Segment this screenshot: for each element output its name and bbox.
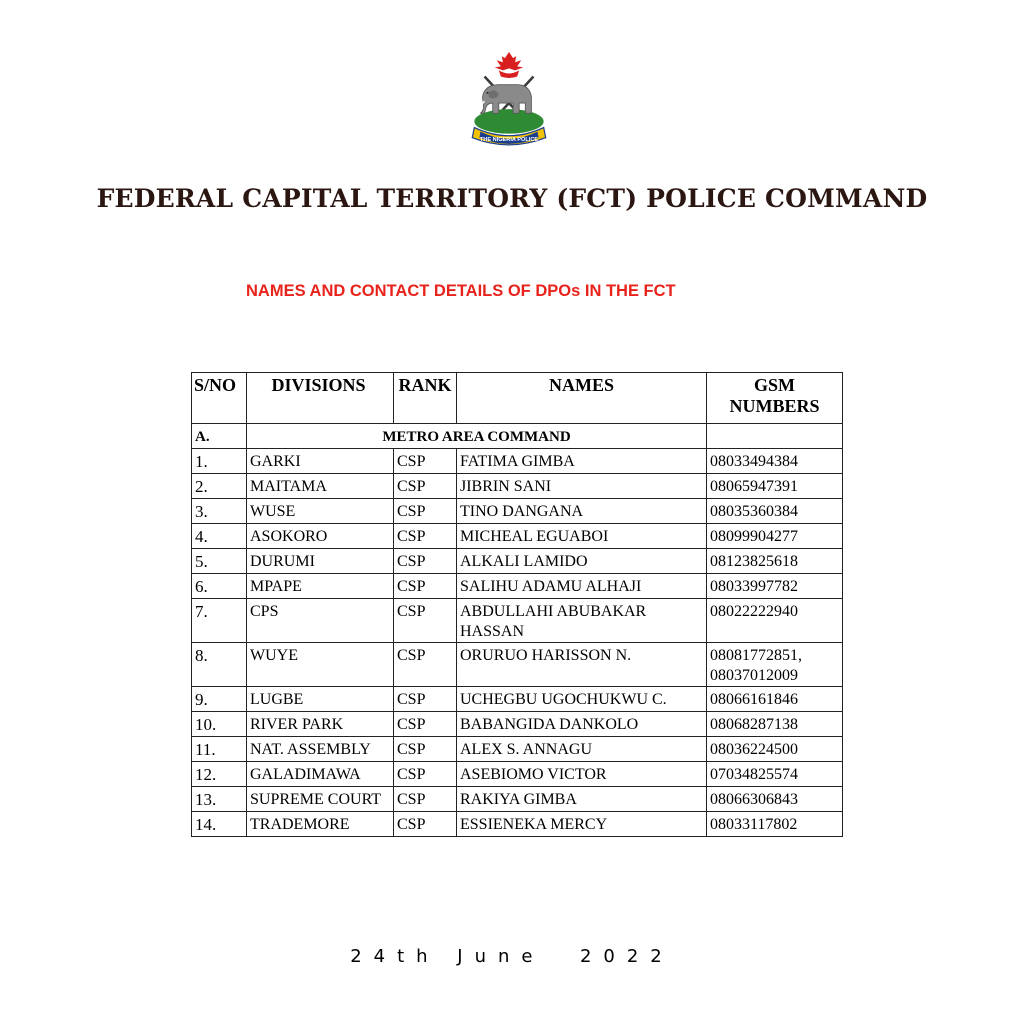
row-division: WUSE xyxy=(247,499,394,524)
row-rank: CSP xyxy=(394,574,457,599)
section-row xyxy=(192,424,843,449)
table-row xyxy=(192,449,843,474)
table-row xyxy=(192,712,843,737)
row-sno: 9. xyxy=(192,687,247,712)
row-gsm: 08066306843 xyxy=(707,787,843,812)
table-row xyxy=(192,762,843,787)
row-gsm: 07034825574 xyxy=(707,762,843,787)
row-gsm: 08123825618 xyxy=(707,549,843,574)
table-row xyxy=(192,549,843,574)
table-row xyxy=(192,687,843,712)
row-gsm: 08099904277 xyxy=(707,524,843,549)
row-name: JIBRIN SANI xyxy=(457,474,707,499)
row-sno: 6. xyxy=(192,574,247,599)
row-division: SUPREME COURT xyxy=(247,787,394,812)
row-division: RIVER PARK xyxy=(247,712,394,737)
row-name: ORURUO HARISSON N. xyxy=(457,643,707,687)
table-row xyxy=(192,599,843,643)
section-name: METRO AREA COMMAND xyxy=(247,424,707,449)
row-gsm: 08066161846 xyxy=(707,687,843,712)
row-name: ABDULLAHI ABUBAKAR HASSAN xyxy=(457,599,707,643)
row-division: CPS xyxy=(247,599,394,643)
row-name: SALIHU ADAMU ALHAJI xyxy=(457,574,707,599)
page-title: FEDERAL CAPITAL TERRITORY (FCT) POLICE COMMAND xyxy=(96,184,928,213)
row-rank: CSP xyxy=(394,812,457,837)
row-name: MICHEAL EGUABOI xyxy=(457,524,707,549)
row-rank: CSP xyxy=(394,762,457,787)
table-row xyxy=(192,787,843,812)
row-name: ALKALI LAMIDO xyxy=(457,549,707,574)
header-gsm-numbers: GSM NUMBERS xyxy=(707,373,843,424)
row-name: FATIMA GIMBA xyxy=(457,449,707,474)
row-division: MPAPE xyxy=(247,574,394,599)
nigeria-police-logo xyxy=(458,50,560,152)
table-row xyxy=(192,524,843,549)
table-row xyxy=(192,812,843,837)
row-rank: CSP xyxy=(394,474,457,499)
row-gsm: 08035360384 xyxy=(707,499,843,524)
row-gsm: 08033117802 xyxy=(707,812,843,837)
row-rank: CSP xyxy=(394,549,457,574)
row-rank: CSP xyxy=(394,787,457,812)
row-name: UCHEGBU UGOCHUKWU C. xyxy=(457,687,707,712)
row-sno: 3. xyxy=(192,499,247,524)
row-division: ASOKORO xyxy=(247,524,394,549)
row-sno: 14. xyxy=(192,812,247,837)
logo-ribbon-text: THE NIGERIA POLICE xyxy=(479,136,539,143)
header-rank: RANK xyxy=(394,373,457,424)
row-sno: 5. xyxy=(192,549,247,574)
row-rank: CSP xyxy=(394,737,457,762)
table-header-row xyxy=(192,373,843,424)
row-rank: CSP xyxy=(394,643,457,687)
row-division: GALADIMAWA xyxy=(247,762,394,787)
row-sno: 8. xyxy=(192,643,247,687)
row-rank: CSP xyxy=(394,687,457,712)
row-sno: 1. xyxy=(192,449,247,474)
row-gsm: 08068287138 xyxy=(707,712,843,737)
table-row xyxy=(192,574,843,599)
row-rank: CSP xyxy=(394,712,457,737)
row-gsm: 08036224500 xyxy=(707,737,843,762)
header-divisions: DIVISIONS xyxy=(247,373,394,424)
section-empty-cell xyxy=(707,424,843,449)
row-division: NAT. ASSEMBLY xyxy=(247,737,394,762)
row-sno: 13. xyxy=(192,787,247,812)
row-rank: CSP xyxy=(394,499,457,524)
row-name: ASEBIOMO VICTOR xyxy=(457,762,707,787)
row-gsm: 08065947391 xyxy=(707,474,843,499)
row-sno: 4. xyxy=(192,524,247,549)
row-name: ESSIENEKA MERCY xyxy=(457,812,707,837)
row-sno: 11. xyxy=(192,737,247,762)
header-sno: S/NO xyxy=(192,373,247,424)
section-label: A. xyxy=(192,424,247,449)
row-name: TINO DANGANA xyxy=(457,499,707,524)
table-row xyxy=(192,499,843,524)
table-row xyxy=(192,643,843,687)
row-sno: 7. xyxy=(192,599,247,643)
header-names: NAMES xyxy=(457,373,707,424)
row-gsm: 08022222940 xyxy=(707,599,843,643)
row-sno: 2. xyxy=(192,474,247,499)
row-division: DURUMI xyxy=(247,549,394,574)
row-rank: CSP xyxy=(394,524,457,549)
document-date: 24th June 2022 xyxy=(350,946,674,967)
row-name: RAKIYA GIMBA xyxy=(457,787,707,812)
row-sno: 12. xyxy=(192,762,247,787)
row-rank: CSP xyxy=(394,599,457,643)
row-division: GARKI xyxy=(247,449,394,474)
table-row xyxy=(192,737,843,762)
row-gsm: 08081772851, 08037012009 xyxy=(707,643,843,687)
row-name: ALEX S. ANNAGU xyxy=(457,737,707,762)
row-name: BABANGIDA DANKOLO xyxy=(457,712,707,737)
row-gsm: 08033997782 xyxy=(707,574,843,599)
row-division: WUYE xyxy=(247,643,394,687)
row-gsm: 08033494384 xyxy=(707,449,843,474)
row-sno: 10. xyxy=(192,712,247,737)
table-row xyxy=(192,474,843,499)
row-division: MAITAMA xyxy=(247,474,394,499)
dpo-table xyxy=(191,372,843,837)
row-division: TRADEMORE xyxy=(247,812,394,837)
row-rank: CSP xyxy=(394,449,457,474)
row-division: LUGBE xyxy=(247,687,394,712)
page-subtitle: NAMES AND CONTACT DETAILS OF DPOs IN THE FCT xyxy=(246,282,676,300)
